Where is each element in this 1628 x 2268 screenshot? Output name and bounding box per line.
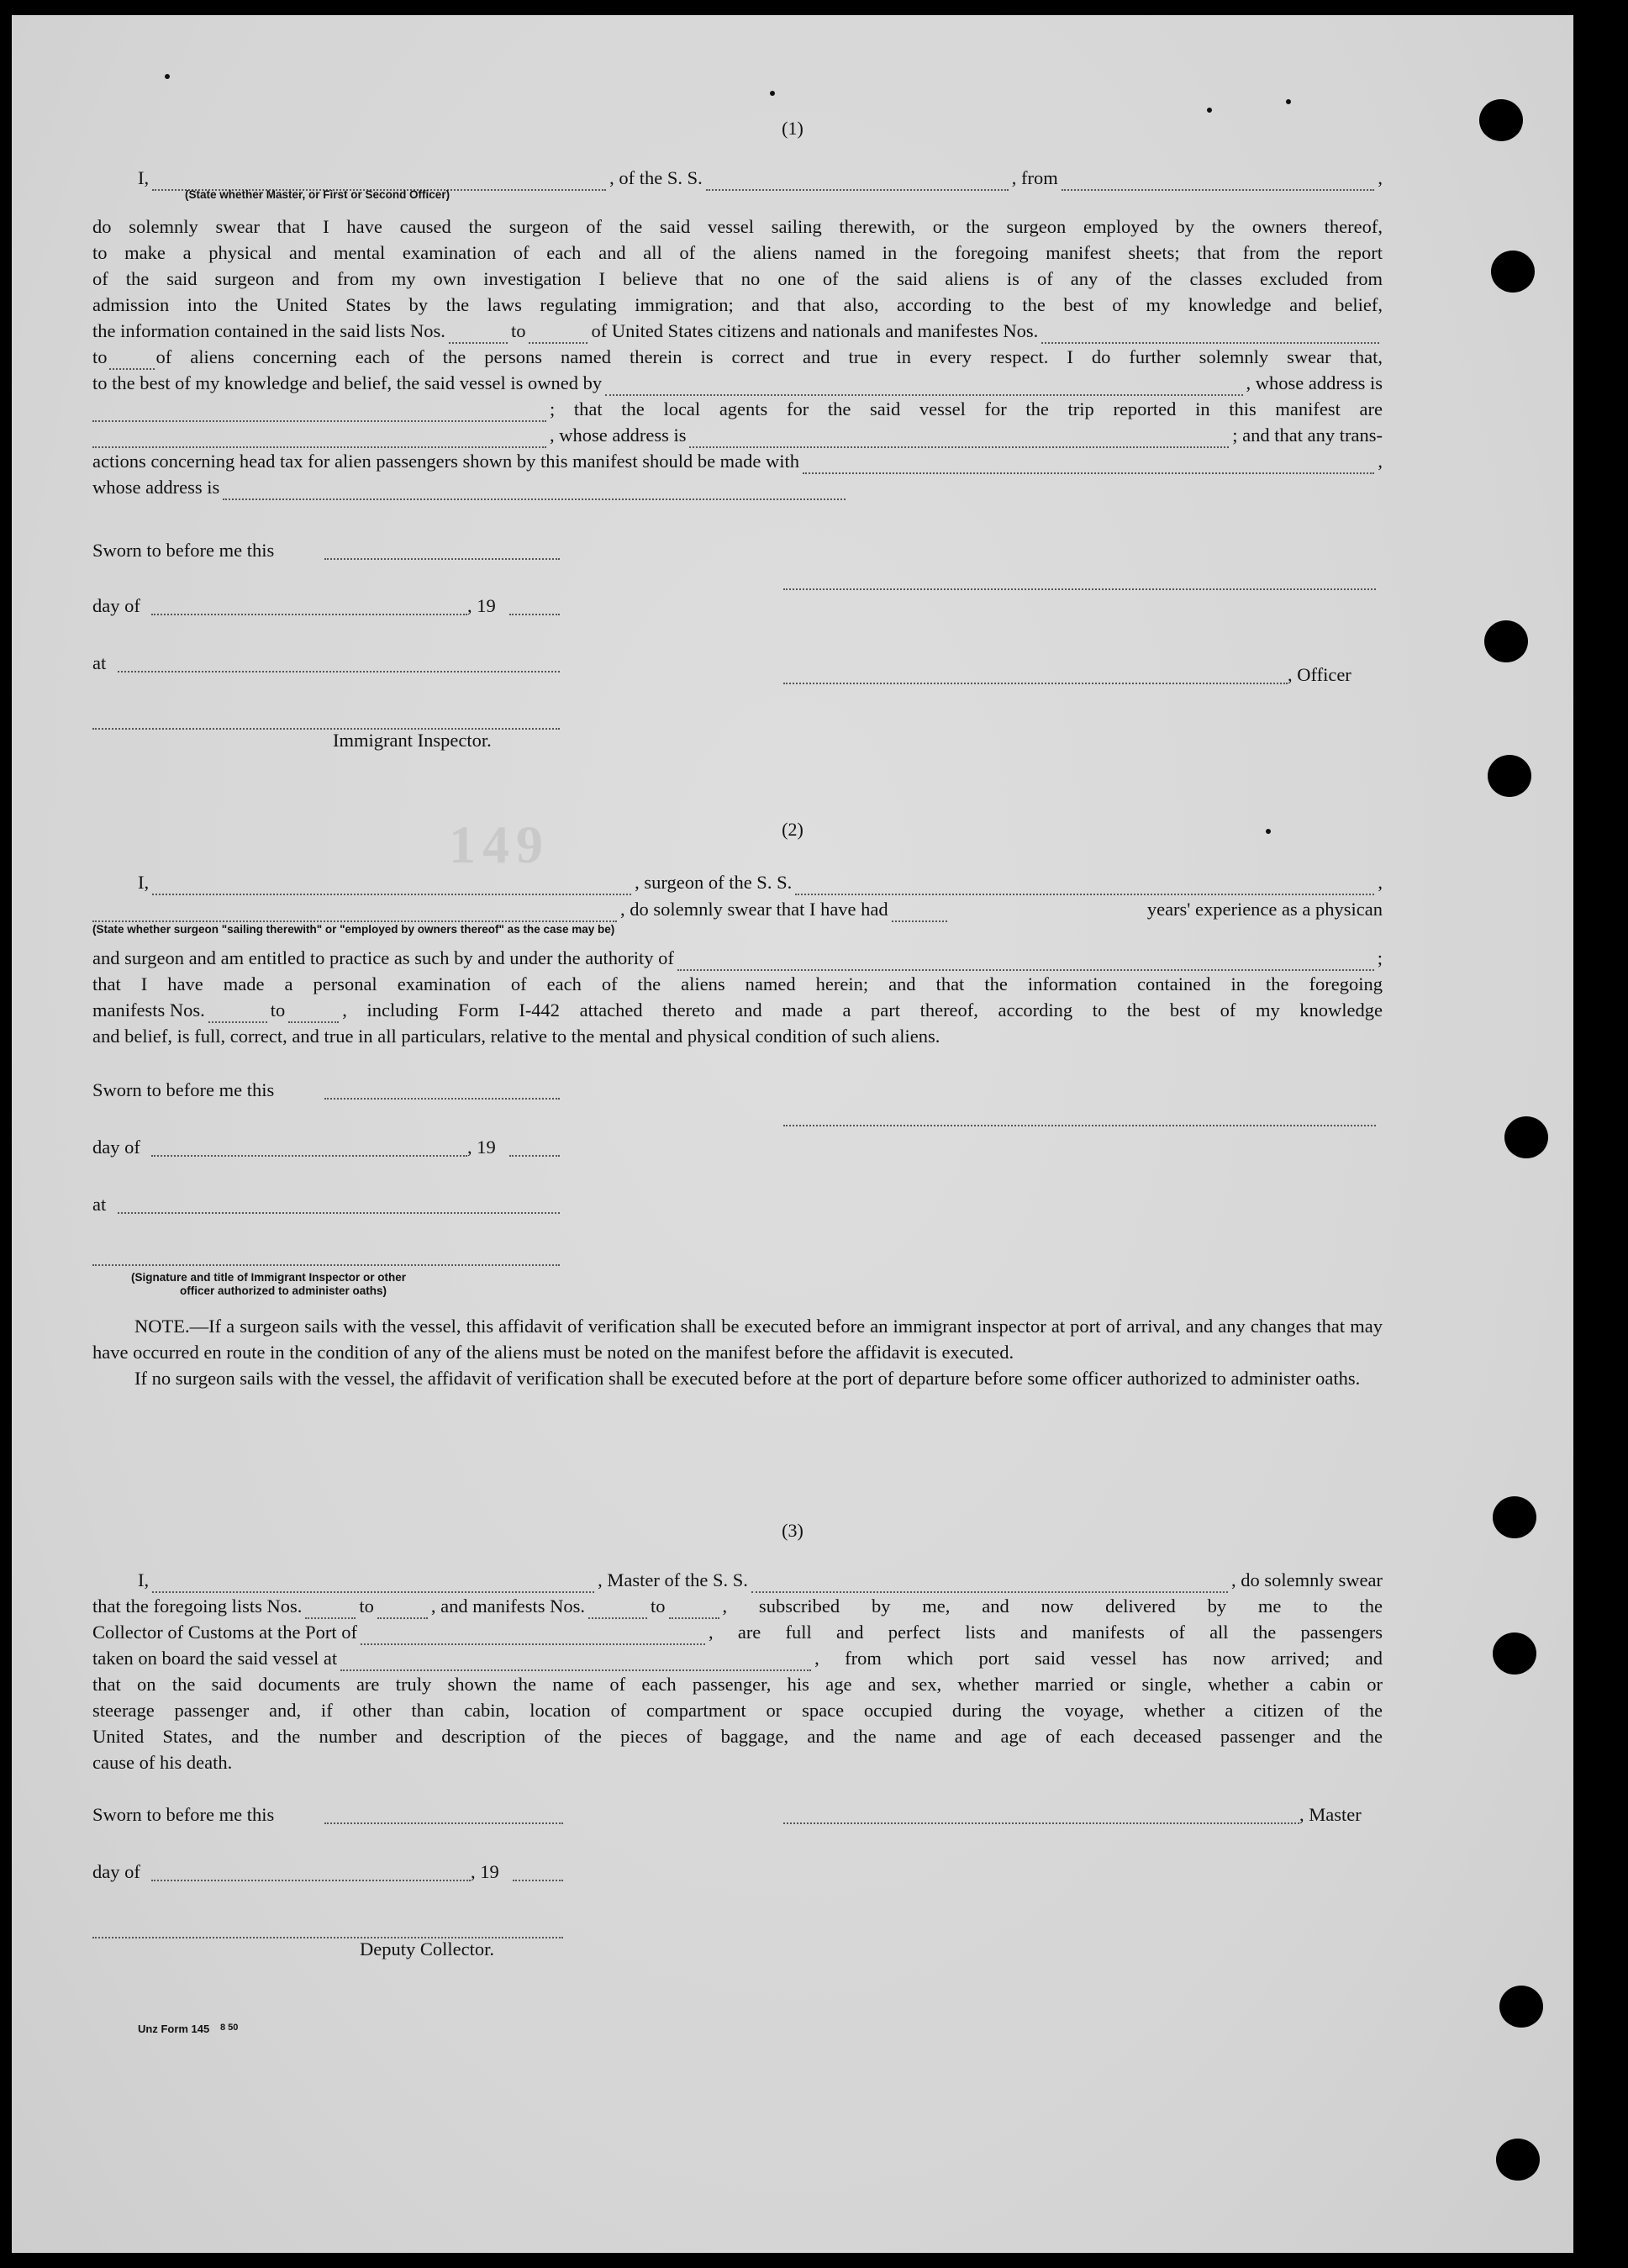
s2-vessel-field[interactable] bbox=[795, 878, 1374, 895]
s2-sig-hint-2: officer authorized to administer oaths) bbox=[180, 1284, 387, 1297]
s1-day-field[interactable] bbox=[151, 612, 467, 615]
s1-signature-field[interactable] bbox=[783, 587, 1376, 590]
punch-hole bbox=[1499, 1986, 1543, 2028]
s1-agents-line bbox=[92, 396, 1383, 422]
s1-agents: ; that the local agents for the said vessel for the trip reported in this manifest are bbox=[550, 398, 1383, 419]
form-page bbox=[12, 15, 1573, 2253]
s1-info-line bbox=[92, 318, 1383, 344]
s1-whose-line bbox=[92, 474, 849, 500]
s2-sig-hint-1: (Signature and title of Immigrant Inspector or other bbox=[131, 1271, 407, 1284]
s1-i: I, bbox=[138, 167, 150, 188]
s3-swear: , do solemnly swear bbox=[1231, 1569, 1383, 1590]
s1-info-to: to bbox=[510, 320, 526, 341]
s3-collector: Collector of Customs at the Port of bbox=[92, 1622, 357, 1643]
s2-day-field[interactable] bbox=[151, 1153, 467, 1157]
s1-head-tax: actions concerning head tax for alien passengers shown by this manifest should be made with bbox=[92, 451, 800, 472]
surgeon-hint: (State whether surgeon "sailing therewith" or "employed by owners thereof" as the case may be) bbox=[92, 923, 615, 936]
section-1-number: (1) bbox=[782, 118, 803, 139]
agents-address-field[interactable] bbox=[689, 431, 1229, 448]
s3-lists: that the foregoing lists Nos. bbox=[92, 1596, 303, 1617]
surgeon-status-field[interactable] bbox=[92, 905, 617, 922]
s3-to2: to bbox=[650, 1596, 666, 1617]
s1-to: to bbox=[92, 346, 108, 367]
punch-hole bbox=[1496, 2139, 1540, 2181]
master-name-field[interactable] bbox=[152, 1576, 594, 1593]
note-paragraph-1: NOTE.—If a surgeon sails with the vessel, this affidavit of verification shall be executed before an immigrant inspector at port of arrival, and any changes that may have occurred en route in the condition of any of the aliens must be noted on the manifest before the affidavit is executed. bbox=[92, 1316, 1383, 1363]
manifests-to-field[interactable] bbox=[109, 353, 155, 370]
owner-field[interactable] bbox=[605, 379, 1242, 396]
s3-body-0: that on the said documents are truly shown the name of each passenger, his age and sex, whether married or single, whether a cabin or bbox=[92, 1674, 1383, 1695]
s2-nineteen: , 19 bbox=[467, 1137, 496, 1158]
form-date: 8 50 bbox=[220, 2023, 239, 2033]
s2-note bbox=[92, 1313, 1383, 1391]
s3-taken: taken on board the said vessel at bbox=[92, 1648, 338, 1669]
s3-manifests: , and manifests Nos. bbox=[430, 1596, 585, 1617]
years-field[interactable] bbox=[892, 905, 947, 922]
s1-agents-addr-line bbox=[92, 422, 1383, 448]
s2-comma: , bbox=[1378, 872, 1383, 893]
s3-full-lists: , are full and perfect lists and manifests of all the passengers bbox=[708, 1622, 1383, 1643]
s1-whose: whose address is bbox=[92, 477, 220, 498]
officer-hint: (State whether Master, or First or Second Officer) bbox=[185, 188, 450, 201]
punch-hole bbox=[1504, 1116, 1548, 1158]
s3-line4 bbox=[92, 1645, 1383, 1671]
s1-info-b: of United States citizens and nationals and manifestes Nos. bbox=[591, 320, 1039, 341]
s3-port-field[interactable] bbox=[361, 1628, 705, 1645]
s1-owned: to the best of my knowledge and belief, the said vessel is owned by bbox=[92, 372, 603, 393]
agents-field[interactable] bbox=[92, 431, 546, 448]
head-tax-field[interactable] bbox=[803, 457, 1374, 474]
s3-manifests-to-field[interactable] bbox=[669, 1602, 719, 1619]
s2-sworn: Sworn to before me this bbox=[92, 1079, 275, 1100]
lists-to-field[interactable] bbox=[529, 327, 587, 344]
s3-line2 bbox=[92, 1593, 1383, 1619]
s3-lists-from-field[interactable] bbox=[305, 1602, 356, 1619]
s2-manifests-to-field[interactable] bbox=[288, 1006, 339, 1023]
s2-at-field[interactable] bbox=[118, 1210, 560, 1214]
s1-body-0: do solemnly swear that I have caused the surgeon of the said vessel sailing therewith, or the surgeon employed by the owners thereof, bbox=[92, 216, 1383, 237]
s3-master-signature-field[interactable] bbox=[783, 1821, 1299, 1824]
s2-i: I, bbox=[138, 872, 150, 893]
s1-to-line bbox=[92, 344, 1383, 370]
s1-from: , from bbox=[1011, 167, 1058, 188]
s2-line3 bbox=[92, 945, 1383, 971]
s2-signature-field[interactable] bbox=[783, 1123, 1376, 1126]
s3-last-line: cause of his death. bbox=[92, 1752, 233, 1773]
surgeon-name-field[interactable] bbox=[152, 878, 631, 895]
section-3-number: (3) bbox=[782, 1520, 803, 1541]
s3-master: , Master of the S. S. bbox=[598, 1569, 748, 1590]
form-number: Unz Form 145 bbox=[138, 2023, 210, 2035]
speck bbox=[770, 91, 775, 96]
s3-arrived: , from which port said vessel has now arrived; and bbox=[814, 1648, 1383, 1669]
vessel-name-field[interactable] bbox=[706, 174, 1009, 191]
s2-line5 bbox=[92, 997, 1383, 1023]
s2-including: , including Form I-442 attached thereto and made a part thereof, according to the best of my knowledge bbox=[342, 1000, 1383, 1021]
s2-line4: that I have made a personal examination of each of the aliens named herein; and that the information contained in the foregoing bbox=[92, 973, 1383, 994]
s1-head-tax-line bbox=[92, 448, 1383, 474]
s1-day-of: day of bbox=[92, 595, 140, 616]
speck bbox=[1207, 108, 1212, 113]
s2-authority: and surgeon and am entitled to practice as such by and under the authority of bbox=[92, 947, 674, 968]
s1-to-rest: of aliens concerning each of the persons named therein is correct and true in every respect. I do further solemnly swear that, bbox=[155, 346, 1383, 367]
punch-hole bbox=[1484, 620, 1528, 662]
s1-body-3: admission into the United States by the laws regulating immigration; and that also, according to the best of my knowledge and belief, bbox=[92, 294, 1383, 315]
punch-hole bbox=[1491, 251, 1535, 293]
lists-from-field[interactable] bbox=[449, 327, 508, 344]
s3-line1 bbox=[138, 1567, 1383, 1593]
s1-body-2: of the said surgeon and from my own investigation I believe that no one of the said aliens is of any of the classes excluded from bbox=[92, 268, 1383, 289]
s3-sworn: Sworn to before me this bbox=[92, 1804, 275, 1825]
s1-owned-line bbox=[92, 370, 1383, 396]
s3-day-field[interactable] bbox=[151, 1878, 471, 1881]
s3-body-2: United States, and the number and description of the pieces of baggage, and the name and age of each deceased passenger and the bbox=[92, 1726, 1383, 1747]
s1-comma: , bbox=[1378, 167, 1383, 188]
s3-year-field[interactable] bbox=[513, 1878, 563, 1881]
s1-officer-field[interactable] bbox=[783, 681, 1288, 684]
s2-semicolon: ; bbox=[1377, 947, 1383, 968]
s1-sworn: Sworn to before me this bbox=[92, 540, 275, 561]
s1-info-a: the information contained in the said lists Nos. bbox=[92, 320, 445, 341]
s1-body-1: to make a physical and mental examination of each and all of the aliens named in the foregoing manifest sheets; that from the report bbox=[92, 242, 1383, 263]
s1-owned-addr: , whose address is bbox=[1246, 372, 1383, 393]
s3-taken-port-field[interactable] bbox=[340, 1654, 811, 1671]
speck bbox=[1286, 99, 1291, 104]
s2-day-of: day of bbox=[92, 1137, 140, 1158]
s2-line2 bbox=[92, 896, 1383, 922]
s2-year-field[interactable] bbox=[509, 1153, 560, 1157]
s2-line1 bbox=[138, 869, 1383, 895]
s2-at: at bbox=[92, 1194, 107, 1215]
s1-head-tax-comma: , bbox=[1378, 451, 1383, 472]
background-stamp: 149 bbox=[449, 815, 550, 874]
s3-vessel-field[interactable] bbox=[751, 1576, 1228, 1593]
head-tax-address-field[interactable] bbox=[223, 483, 846, 500]
manifests-from-field[interactable] bbox=[1041, 327, 1379, 344]
s1-inspector: Immigrant Inspector. bbox=[333, 730, 492, 751]
s1-agents-trans: ; and that any trans- bbox=[1232, 425, 1383, 446]
s3-deputy: Deputy Collector. bbox=[360, 1938, 494, 1959]
s1-of-ss: , of the S. S. bbox=[609, 167, 703, 188]
owner-address-field[interactable] bbox=[92, 405, 546, 422]
authority-field[interactable] bbox=[677, 954, 1374, 971]
s1-nineteen: , 19 bbox=[467, 595, 496, 616]
speck bbox=[165, 74, 170, 79]
s1-at: at bbox=[92, 652, 107, 673]
s1-year-field[interactable] bbox=[509, 612, 560, 615]
s2-inspector-field[interactable] bbox=[92, 1263, 560, 1266]
s1-line1 bbox=[138, 165, 1383, 191]
s3-master-label: , Master bbox=[1299, 1804, 1362, 1825]
s1-agents-addr: , whose address is bbox=[550, 425, 687, 446]
note-paragraph-2: If no surgeon sails with the vessel, the affidavit of verification shall be executed before at the port of departure before some officer authorized to administer oaths. bbox=[134, 1368, 1361, 1389]
s2-swear: , do solemnly swear that I have had bbox=[620, 899, 888, 920]
s3-line3 bbox=[92, 1619, 1383, 1645]
s3-body-1: steerage passenger and, if other than cabin, location of compartment or space occupied during the voyage, whether a citizen of the bbox=[92, 1700, 1383, 1721]
s1-officer: , Officer bbox=[1288, 664, 1351, 685]
s2-to: to bbox=[270, 1000, 286, 1021]
s2-manifests-from-field[interactable] bbox=[208, 1006, 267, 1023]
s2-years: years' experience as a physican bbox=[1146, 899, 1383, 920]
s2-surgeon: , surgeon of the S. S. bbox=[635, 872, 793, 893]
s2-sworn-date-field[interactable] bbox=[324, 1096, 560, 1100]
s3-day-of: day of bbox=[92, 1861, 140, 1882]
s3-lists-to-field[interactable] bbox=[377, 1602, 428, 1619]
punch-hole bbox=[1493, 1632, 1536, 1675]
s2-manifests: manifests Nos. bbox=[92, 1000, 205, 1021]
s3-manifests-from-field[interactable] bbox=[588, 1602, 647, 1619]
punch-hole bbox=[1488, 755, 1531, 797]
s2-line6: and belief, is full, correct, and true in all particulars, relative to the mental and physical condition of such aliens. bbox=[92, 1026, 940, 1047]
s1-sworn-date-field[interactable] bbox=[324, 556, 560, 560]
s3-subscribed: , subscribed by me, and now delivered by me to the bbox=[722, 1596, 1383, 1617]
s3-i: I, bbox=[138, 1569, 150, 1590]
s3-to: to bbox=[359, 1596, 374, 1617]
section-2-number: (2) bbox=[782, 819, 803, 840]
s3-nineteen: , 19 bbox=[471, 1861, 499, 1882]
s1-at-field[interactable] bbox=[118, 669, 560, 672]
from-port-field[interactable] bbox=[1062, 174, 1375, 191]
s3-sworn-date-field[interactable] bbox=[324, 1821, 563, 1824]
